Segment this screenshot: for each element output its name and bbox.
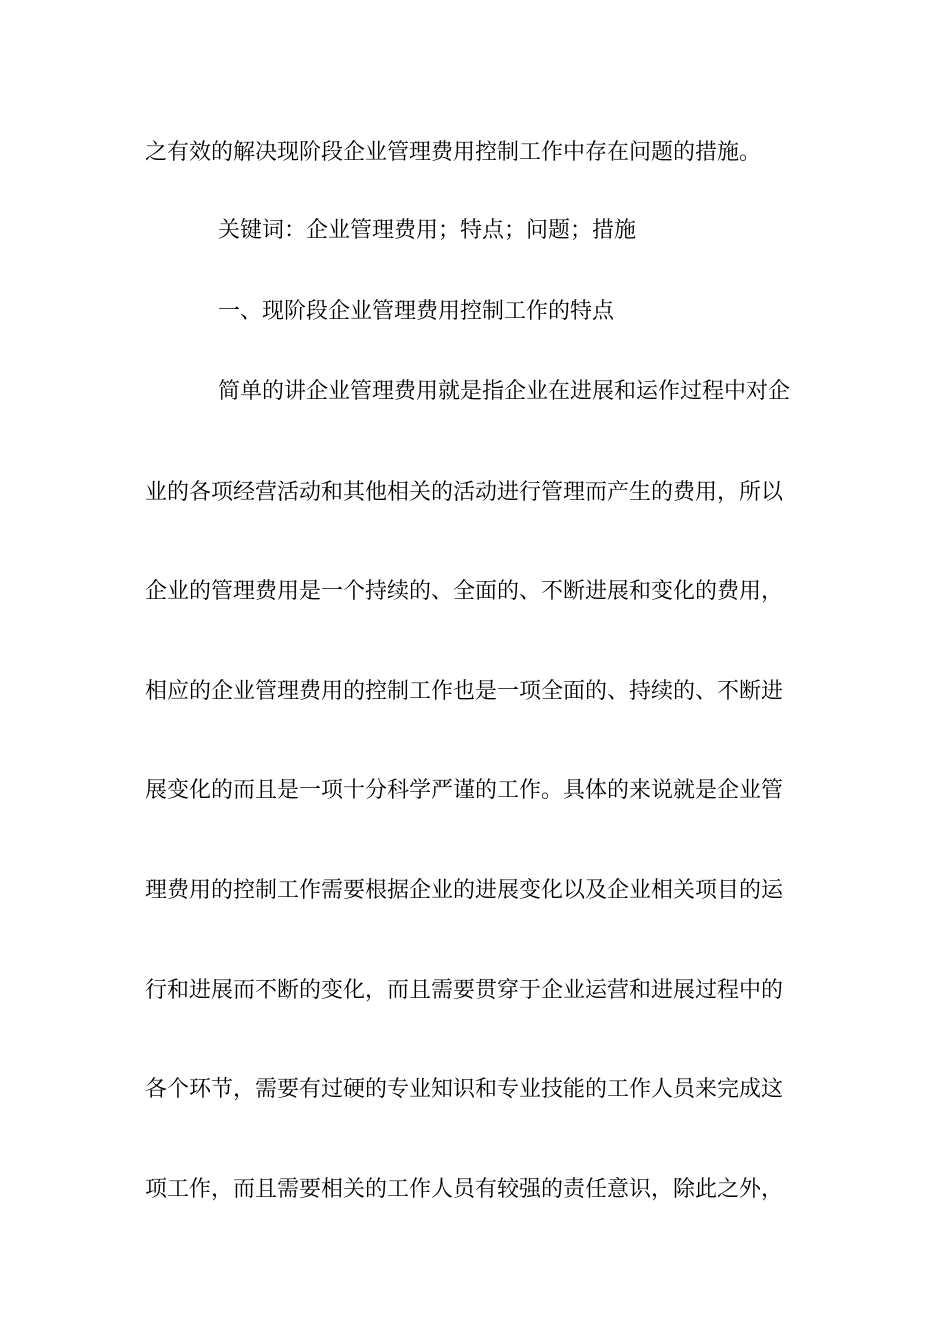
section-heading: 一、现阶段企业管理费用控制工作的特点 xyxy=(218,299,615,324)
paragraph-line-2: 业的各项经营活动和其他相关的活动进行管理而产生的费用，所以 xyxy=(145,480,784,505)
text-line-1: 之有效的解决现阶段企业管理费用控制工作中存在问题的措施。 xyxy=(145,140,762,165)
paragraph-line-4: 相应的企业管理费用的控制工作也是一项全面的、持续的、不断进 xyxy=(145,679,784,704)
paragraph-line-7: 行和进展而不断的变化，而且需要贯穿于企业运营和进展过程中的 xyxy=(145,978,784,1003)
paragraph-line-8: 各个环节，需要有过硬的专业知识和专业技能的工作人员来完成这 xyxy=(145,1077,784,1102)
paragraph-line-6: 理费用的控制工作需要根据企业的进展变化以及企业相关项目的运 xyxy=(145,878,784,903)
paragraph-line-1: 简单的讲企业管理费用就是指企业在进展和运作过程中对企 xyxy=(218,379,791,404)
paragraph-line-3: 企业的管理费用是一个持续的、全面的、不断进展和变化的费用， xyxy=(145,579,784,604)
keywords-line: 关键词：企业管理费用；特点；问题；措施 xyxy=(218,218,637,243)
paragraph-line-5: 展变化的而且是一项十分科学严谨的工作。具体的来说就是企业管 xyxy=(145,778,784,803)
paragraph-line-9: 项工作，而且需要相关的工作人员有较强的责任意识，除此之外， xyxy=(145,1177,784,1202)
